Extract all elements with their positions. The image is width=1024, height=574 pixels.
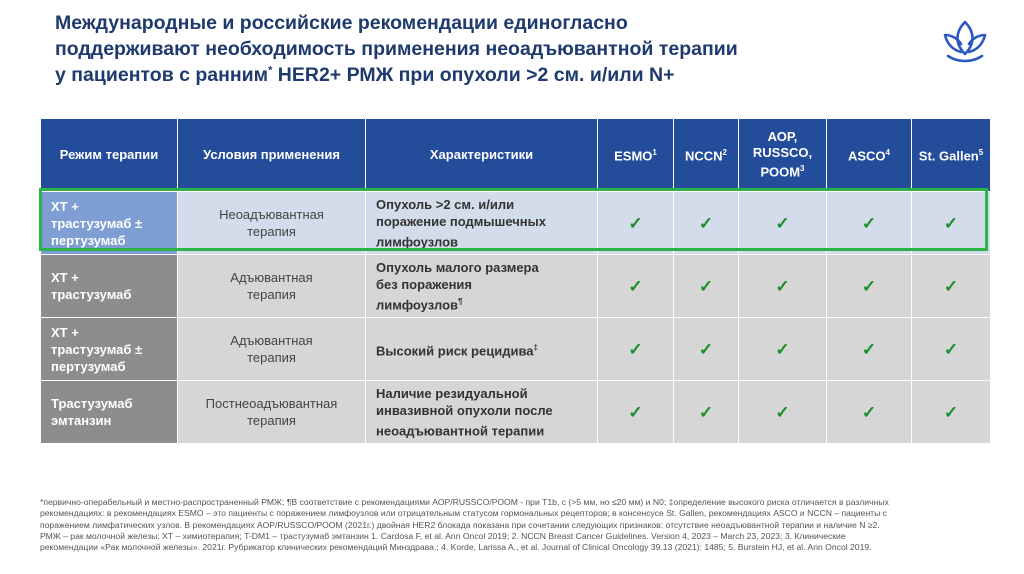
regimen-line: пертузумаб bbox=[51, 358, 126, 374]
characteristics-line bbox=[376, 402, 593, 419]
conditions-line: терапия bbox=[247, 350, 296, 365]
characteristics-line bbox=[376, 339, 593, 359]
title-line-3 bbox=[55, 62, 915, 88]
regimen-line: эмтанзин bbox=[51, 413, 112, 428]
conditions-line: Адъювантная bbox=[230, 333, 313, 348]
header-aop-line1: АОР, bbox=[767, 129, 798, 145]
check-esmo: ✓ bbox=[598, 318, 674, 381]
check-nccn: ✓ bbox=[674, 381, 739, 444]
header-nccn-ref: 2 bbox=[722, 148, 727, 158]
check-aop: ✓ bbox=[739, 318, 827, 381]
header-characteristics: Характеристики bbox=[366, 119, 598, 192]
header-esmo-ref: 1 bbox=[652, 148, 657, 158]
check-esmo: ✓ bbox=[598, 255, 674, 318]
header-nccn bbox=[674, 119, 739, 192]
header-aop-line3 bbox=[743, 161, 822, 180]
header-regimen: Режим терапии bbox=[41, 119, 178, 192]
check-asco: ✓ bbox=[827, 192, 912, 255]
check-aop: ✓ bbox=[739, 192, 827, 255]
check-esmo: ✓ bbox=[598, 192, 674, 255]
header-asco-ref: 4 bbox=[885, 148, 890, 158]
regimen-line: трастузумаб bbox=[51, 287, 132, 302]
check-stgallen: ✓ bbox=[912, 381, 991, 444]
header-aop-line2: RUSSCO, bbox=[752, 145, 813, 161]
footnote-line-1: *первично-операбельный и местно-распространенный РМЖ; ¶В соответствие с рекомендациями АОР/RUSSCO/РООМ - при T1b, c (>5 мм, но ≤20 мм) и N0; ‡определение высокого риска отличается в различных bbox=[40, 497, 889, 507]
characteristics-line bbox=[376, 419, 593, 439]
footnote bbox=[40, 497, 990, 553]
footnote-line-5: рекомендации «Рак молочной железы». 2021г. Рубрикатор клинических рекомендаций Минздрава.; 4. Korde, Larissa A., et al. Journal of Clinical Oncology 39.13 (2021): 1485; 5. Burstein HJ, et al. Ann Oncol 2019. bbox=[40, 542, 872, 553]
check-nccn: ✓ bbox=[674, 255, 739, 318]
regimen-line: трастузумаб ± bbox=[51, 341, 143, 357]
conditions-line: Адъювантная bbox=[230, 270, 313, 285]
page-title bbox=[55, 10, 915, 88]
title-line-2: поддерживают необходимость применения неоадъювантной терапии bbox=[55, 38, 738, 60]
header-esmo-label: ESMO bbox=[614, 148, 653, 164]
table-header-row bbox=[41, 119, 991, 192]
characteristics-cell bbox=[366, 318, 598, 381]
conditions-line: терапия bbox=[247, 287, 296, 302]
conditions-cell bbox=[178, 255, 366, 318]
characteristics-text: поражение подмышечных bbox=[376, 213, 546, 229]
table-row bbox=[41, 381, 991, 444]
check-asco: ✓ bbox=[827, 318, 912, 381]
conditions-line: терапия bbox=[247, 413, 296, 428]
highlight-frame bbox=[39, 188, 988, 251]
check-aop: ✓ bbox=[739, 255, 827, 318]
characteristics-text: неоадъювантной терапии bbox=[376, 423, 545, 439]
regimen-line: трастузумаб ± bbox=[51, 215, 143, 231]
regimen-cell bbox=[41, 318, 178, 381]
characteristics-line: Опухоль малого размера bbox=[376, 259, 539, 275]
header-conditions: Условия применения bbox=[178, 119, 366, 192]
characteristics-line bbox=[376, 276, 593, 293]
conditions-line: терапия bbox=[247, 224, 296, 239]
title-asterisk: * bbox=[268, 64, 273, 77]
title-line-3-post: HER2+ РМЖ при опухоли >2 см. и/или N+ bbox=[272, 64, 675, 86]
check-aop: ✓ bbox=[739, 381, 827, 444]
characteristics-ref: ‡ bbox=[533, 342, 538, 352]
regimen-cell bbox=[41, 381, 178, 444]
regimen-line: ХТ + bbox=[51, 270, 79, 285]
check-stgallen: ✓ bbox=[912, 318, 991, 381]
header-esmo bbox=[598, 119, 674, 192]
characteristics-ref: ¶ bbox=[458, 296, 463, 306]
title-line-1: Международные и российские рекомендации единогласно bbox=[55, 12, 628, 34]
lotus-icon bbox=[940, 18, 990, 64]
regimen-line: Трастузумаб bbox=[51, 396, 133, 411]
header-stgallen-ref: 5 bbox=[978, 148, 984, 158]
characteristics-line: Опухоль >2 см. и/или bbox=[376, 196, 515, 212]
regimen-cell bbox=[41, 255, 178, 318]
characteristics-text: без поражения bbox=[376, 276, 473, 292]
regimen-line: пертузумаб bbox=[51, 232, 126, 248]
footnote-line-3: поражением лимфатических узлов. В рекомендациях АОР/RUSSCO/РООМ (2021г.) двойная HER2 блокада показана при сочетании следующих признаков: отсутствие неоадъювантной терапии и наличие N ≥2. bbox=[40, 519, 880, 530]
check-esmo: ✓ bbox=[598, 381, 674, 444]
characteristics-text: Высокий риск рецидива bbox=[376, 343, 534, 359]
check-stgallen: ✓ bbox=[912, 192, 991, 255]
characteristics-line bbox=[376, 293, 593, 313]
header-aop-ref: 3 bbox=[800, 164, 805, 174]
check-asco: ✓ bbox=[827, 255, 912, 318]
header-aop bbox=[739, 119, 827, 192]
header-stgallen-label: St. Gallen bbox=[918, 148, 979, 164]
conditions-line: Неоадъювантная bbox=[219, 207, 324, 222]
title-line-3-pre: у пациентов с ранним bbox=[55, 64, 269, 86]
characteristics-cell bbox=[366, 381, 598, 444]
header-stgallen bbox=[912, 119, 991, 192]
conditions-cell bbox=[178, 318, 366, 381]
header-nccn-label: NCCN bbox=[684, 148, 723, 164]
regimen-line: ХТ + bbox=[51, 324, 79, 340]
recommendations-table bbox=[40, 118, 991, 444]
conditions-line: Постнеоадъювантная bbox=[205, 396, 338, 411]
header-asco-label: ASCO bbox=[847, 148, 886, 164]
footnote-line-4: РМЖ – рак молочной железы; ХТ – химиотерапия; T-DM1 – трастузумаб эмтанзин 1. Cardosa F, et al. Ann Oncol 2019; 2. NCCN Breast Cancer Guidelines. Version 4, 2023 – March 23, 2023; 3. Клинические bbox=[40, 530, 846, 541]
conditions-cell bbox=[178, 381, 366, 444]
characteristics-cell bbox=[366, 255, 598, 318]
characteristics-line: Наличие резидуальной bbox=[376, 385, 528, 401]
characteristics-text: лимфоузлов bbox=[376, 297, 459, 313]
table-row bbox=[41, 318, 991, 381]
footnote-line-2: рекомендациях: в рекомендациях ESMO – это пациенты с поражением лимфоузлов или отрицательным статусом гормональных рецепторов; в консенсусе St. Gallen, рекомендациях ASCO и NCCN – пациенты с bbox=[40, 508, 887, 519]
check-asco: ✓ bbox=[827, 381, 912, 444]
table-row bbox=[41, 255, 991, 318]
header-asco bbox=[827, 119, 912, 192]
check-nccn: ✓ bbox=[674, 318, 739, 381]
check-nccn: ✓ bbox=[674, 192, 739, 255]
header-aop-line3-label: РООМ bbox=[760, 164, 801, 180]
regimen-line: ХТ + bbox=[51, 198, 79, 214]
characteristics-text: лимфоузлов bbox=[376, 234, 459, 250]
check-stgallen: ✓ bbox=[912, 255, 991, 318]
characteristics-text: инвазивной опухоли после bbox=[376, 402, 553, 418]
